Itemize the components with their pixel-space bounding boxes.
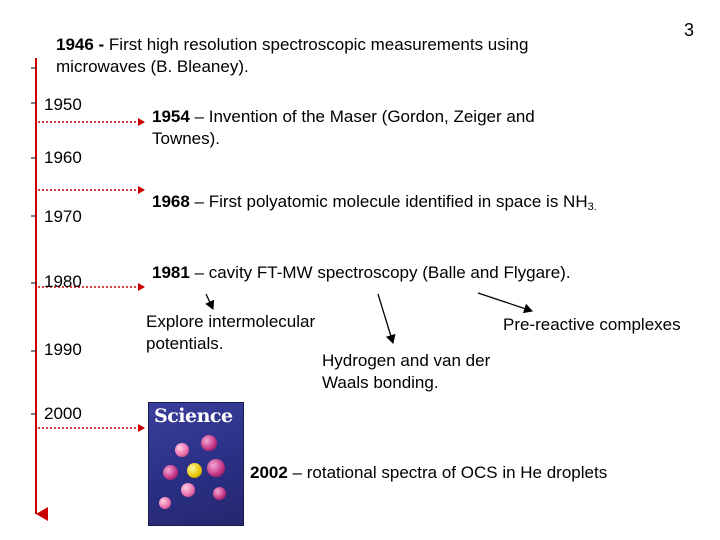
cover-molecule-atom bbox=[207, 459, 225, 477]
event-1954-text-line2: Townes). bbox=[152, 129, 221, 148]
branch-intermolecular-line1: Explore intermolecular bbox=[146, 312, 316, 331]
cover-molecule-atom bbox=[181, 483, 195, 497]
cover-molecule-atom bbox=[187, 463, 202, 478]
year-label-1950: 1950 bbox=[44, 95, 82, 114]
event-1968-subscript: 3. bbox=[587, 201, 597, 213]
branch-hydrogen-line2: Waals bonding. bbox=[322, 373, 439, 392]
branch-intermolecular-line2: potentials. bbox=[146, 334, 224, 353]
event-2002-year: 2002 bbox=[250, 463, 288, 482]
event-1946 bbox=[56, 34, 528, 78]
year-label-1960: 1960 bbox=[44, 148, 82, 167]
cover-molecule-atom bbox=[201, 435, 217, 451]
event-1946-text-line2: microwaves (B. Bleaney). bbox=[56, 57, 249, 76]
event-1954-text: – Invention of the Maser (Gordon, Zeiger and bbox=[189, 107, 535, 126]
event-1981-text: – cavity FT-MW spectroscopy (Balle and Flygare). bbox=[189, 263, 571, 282]
year-label-2000: 2000 bbox=[44, 404, 82, 423]
event-1968 bbox=[152, 191, 597, 218]
branch-prereactive: Pre-reactive complexes bbox=[503, 315, 681, 334]
event-1981-year: 1981 bbox=[152, 263, 190, 282]
event-1946-text: First high resolution spectroscopic measurements using bbox=[104, 35, 529, 54]
branch-hydrogen-line1: Hydrogen and van der bbox=[322, 351, 491, 370]
cover-molecule-atom bbox=[159, 497, 171, 509]
event-1981 bbox=[152, 262, 571, 284]
cover-molecule-atom bbox=[163, 465, 178, 480]
arrow-to-prereactive bbox=[478, 293, 532, 311]
science-cover-title: Science bbox=[154, 405, 233, 427]
event-1954-year: 1954 bbox=[152, 107, 190, 126]
cover-molecule-atom bbox=[175, 443, 189, 457]
branch-intermolecular bbox=[146, 311, 315, 355]
event-1968-year: 1968 bbox=[152, 192, 190, 211]
event-2002-text: – rotational spectra of OCS in He droplets bbox=[287, 463, 608, 482]
cover-molecule-atom bbox=[213, 487, 226, 500]
slide-number: 3 bbox=[684, 20, 695, 40]
year-label-1980: 1980 bbox=[44, 272, 82, 291]
event-1946-year: 1946 - bbox=[56, 35, 105, 54]
year-label-1970: 1970 bbox=[44, 207, 82, 226]
event-2002 bbox=[250, 462, 607, 484]
event-1968-text: – First polyatomic molecule identified in space is NH bbox=[189, 192, 588, 211]
science-cover-image bbox=[148, 402, 244, 526]
branch-hydrogen bbox=[322, 350, 490, 394]
arrow-to-intermolecular bbox=[206, 294, 213, 309]
year-label-1990: 1990 bbox=[44, 340, 82, 359]
event-1954 bbox=[152, 106, 535, 150]
arrow-to-hydrogen bbox=[378, 294, 393, 343]
